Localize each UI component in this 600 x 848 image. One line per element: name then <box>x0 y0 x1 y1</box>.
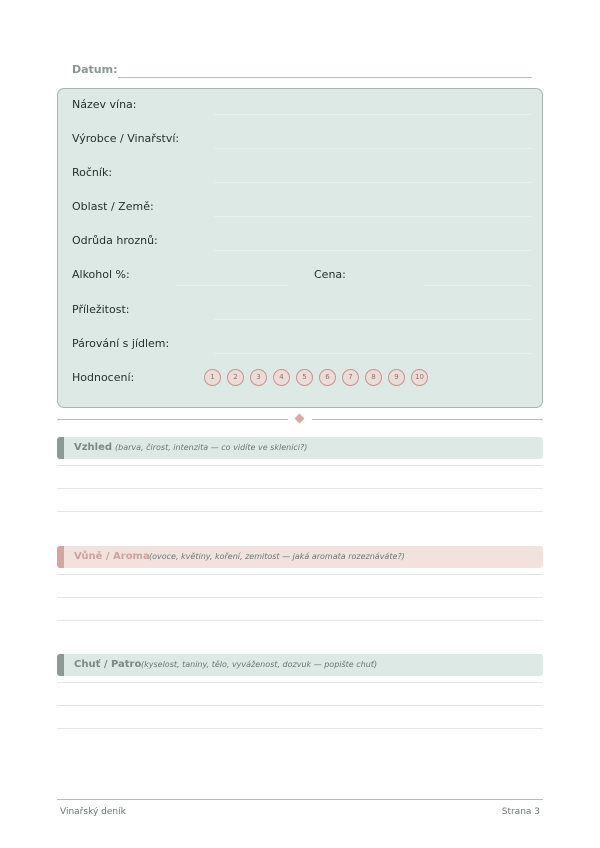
rating-circle[interactable]: 6 <box>319 369 336 386</box>
region-line[interactable] <box>214 216 532 217</box>
vintage-line[interactable] <box>214 182 532 183</box>
rating-circle[interactable]: 7 <box>342 369 359 386</box>
wine-info-card <box>57 88 543 408</box>
section-title: Vůně / Aroma <box>74 551 150 562</box>
price-line[interactable] <box>424 285 532 286</box>
pairing-line[interactable] <box>214 353 532 354</box>
section-title: Chuť / Patro <box>74 659 142 670</box>
section-appearance-header <box>57 437 543 459</box>
grape-line[interactable] <box>214 250 532 251</box>
vintage-label: Ročník: <box>72 166 113 179</box>
divider-right <box>312 419 543 420</box>
rating-circle[interactable]: 2 <box>227 369 244 386</box>
date-input-line[interactable] <box>118 77 532 78</box>
section-accent-bar <box>57 437 64 459</box>
writing-line[interactable] <box>57 488 543 489</box>
diamond-ornament-icon <box>295 414 305 424</box>
rating-circle[interactable]: 5 <box>296 369 313 386</box>
divider-left <box>57 419 288 420</box>
section-accent-bar <box>57 654 64 676</box>
footer-title: Vinařský deník <box>60 807 126 817</box>
section-accent-bar <box>57 546 64 568</box>
writing-line[interactable] <box>57 597 543 598</box>
occasion-line[interactable] <box>214 319 532 320</box>
writing-line[interactable] <box>57 705 543 706</box>
section-hint: (ovoce, květiny, koření, zemitost — jaká aromata rozeznáváte?) <box>149 552 405 561</box>
rating-circle[interactable]: 4 <box>273 369 290 386</box>
wine-name-line[interactable] <box>214 114 532 115</box>
occasion-label: Příležitost: <box>72 303 130 316</box>
writing-line[interactable] <box>57 511 543 512</box>
alcohol-label: Alkohol %: <box>72 268 130 281</box>
rating-label: Hodnocení: <box>72 371 135 384</box>
rating-circle[interactable]: 8 <box>365 369 382 386</box>
writing-line[interactable] <box>57 620 543 621</box>
writing-line[interactable] <box>57 728 543 729</box>
producer-label: Výrobce / Vinařství: <box>72 132 180 145</box>
region-label: Oblast / Země: <box>72 200 154 213</box>
writing-line[interactable] <box>57 574 543 575</box>
rating-circle[interactable]: 10 <box>411 369 428 386</box>
footer-rule <box>57 799 543 800</box>
section-palate-header <box>57 654 543 676</box>
section-hint: (barva, čirost, intenzita — co vidíte ve sklenici?) <box>115 443 308 452</box>
section-aroma-header <box>57 546 543 568</box>
writing-line[interactable] <box>57 465 543 466</box>
writing-line[interactable] <box>57 682 543 683</box>
wine-name-label: Název vína: <box>72 98 137 111</box>
price-label: Cena: <box>314 268 346 281</box>
rating-circle[interactable]: 9 <box>388 369 405 386</box>
date-label: Datum: <box>72 63 118 76</box>
rating-circle[interactable]: 3 <box>250 369 267 386</box>
page-number: Strana 3 <box>501 807 540 817</box>
section-hint: (kyselost, taniny, tělo, vyváženost, dozvuk — popište chuť) <box>141 660 378 669</box>
grape-label: Odrůda hroznů: <box>72 234 158 247</box>
producer-line[interactable] <box>214 148 532 149</box>
alcohol-line[interactable] <box>176 285 288 286</box>
rating-circle[interactable]: 1 <box>204 369 221 386</box>
date-row <box>72 62 532 80</box>
section-title: Vzhled <box>74 442 113 453</box>
pairing-label: Párování s jídlem: <box>72 337 170 350</box>
